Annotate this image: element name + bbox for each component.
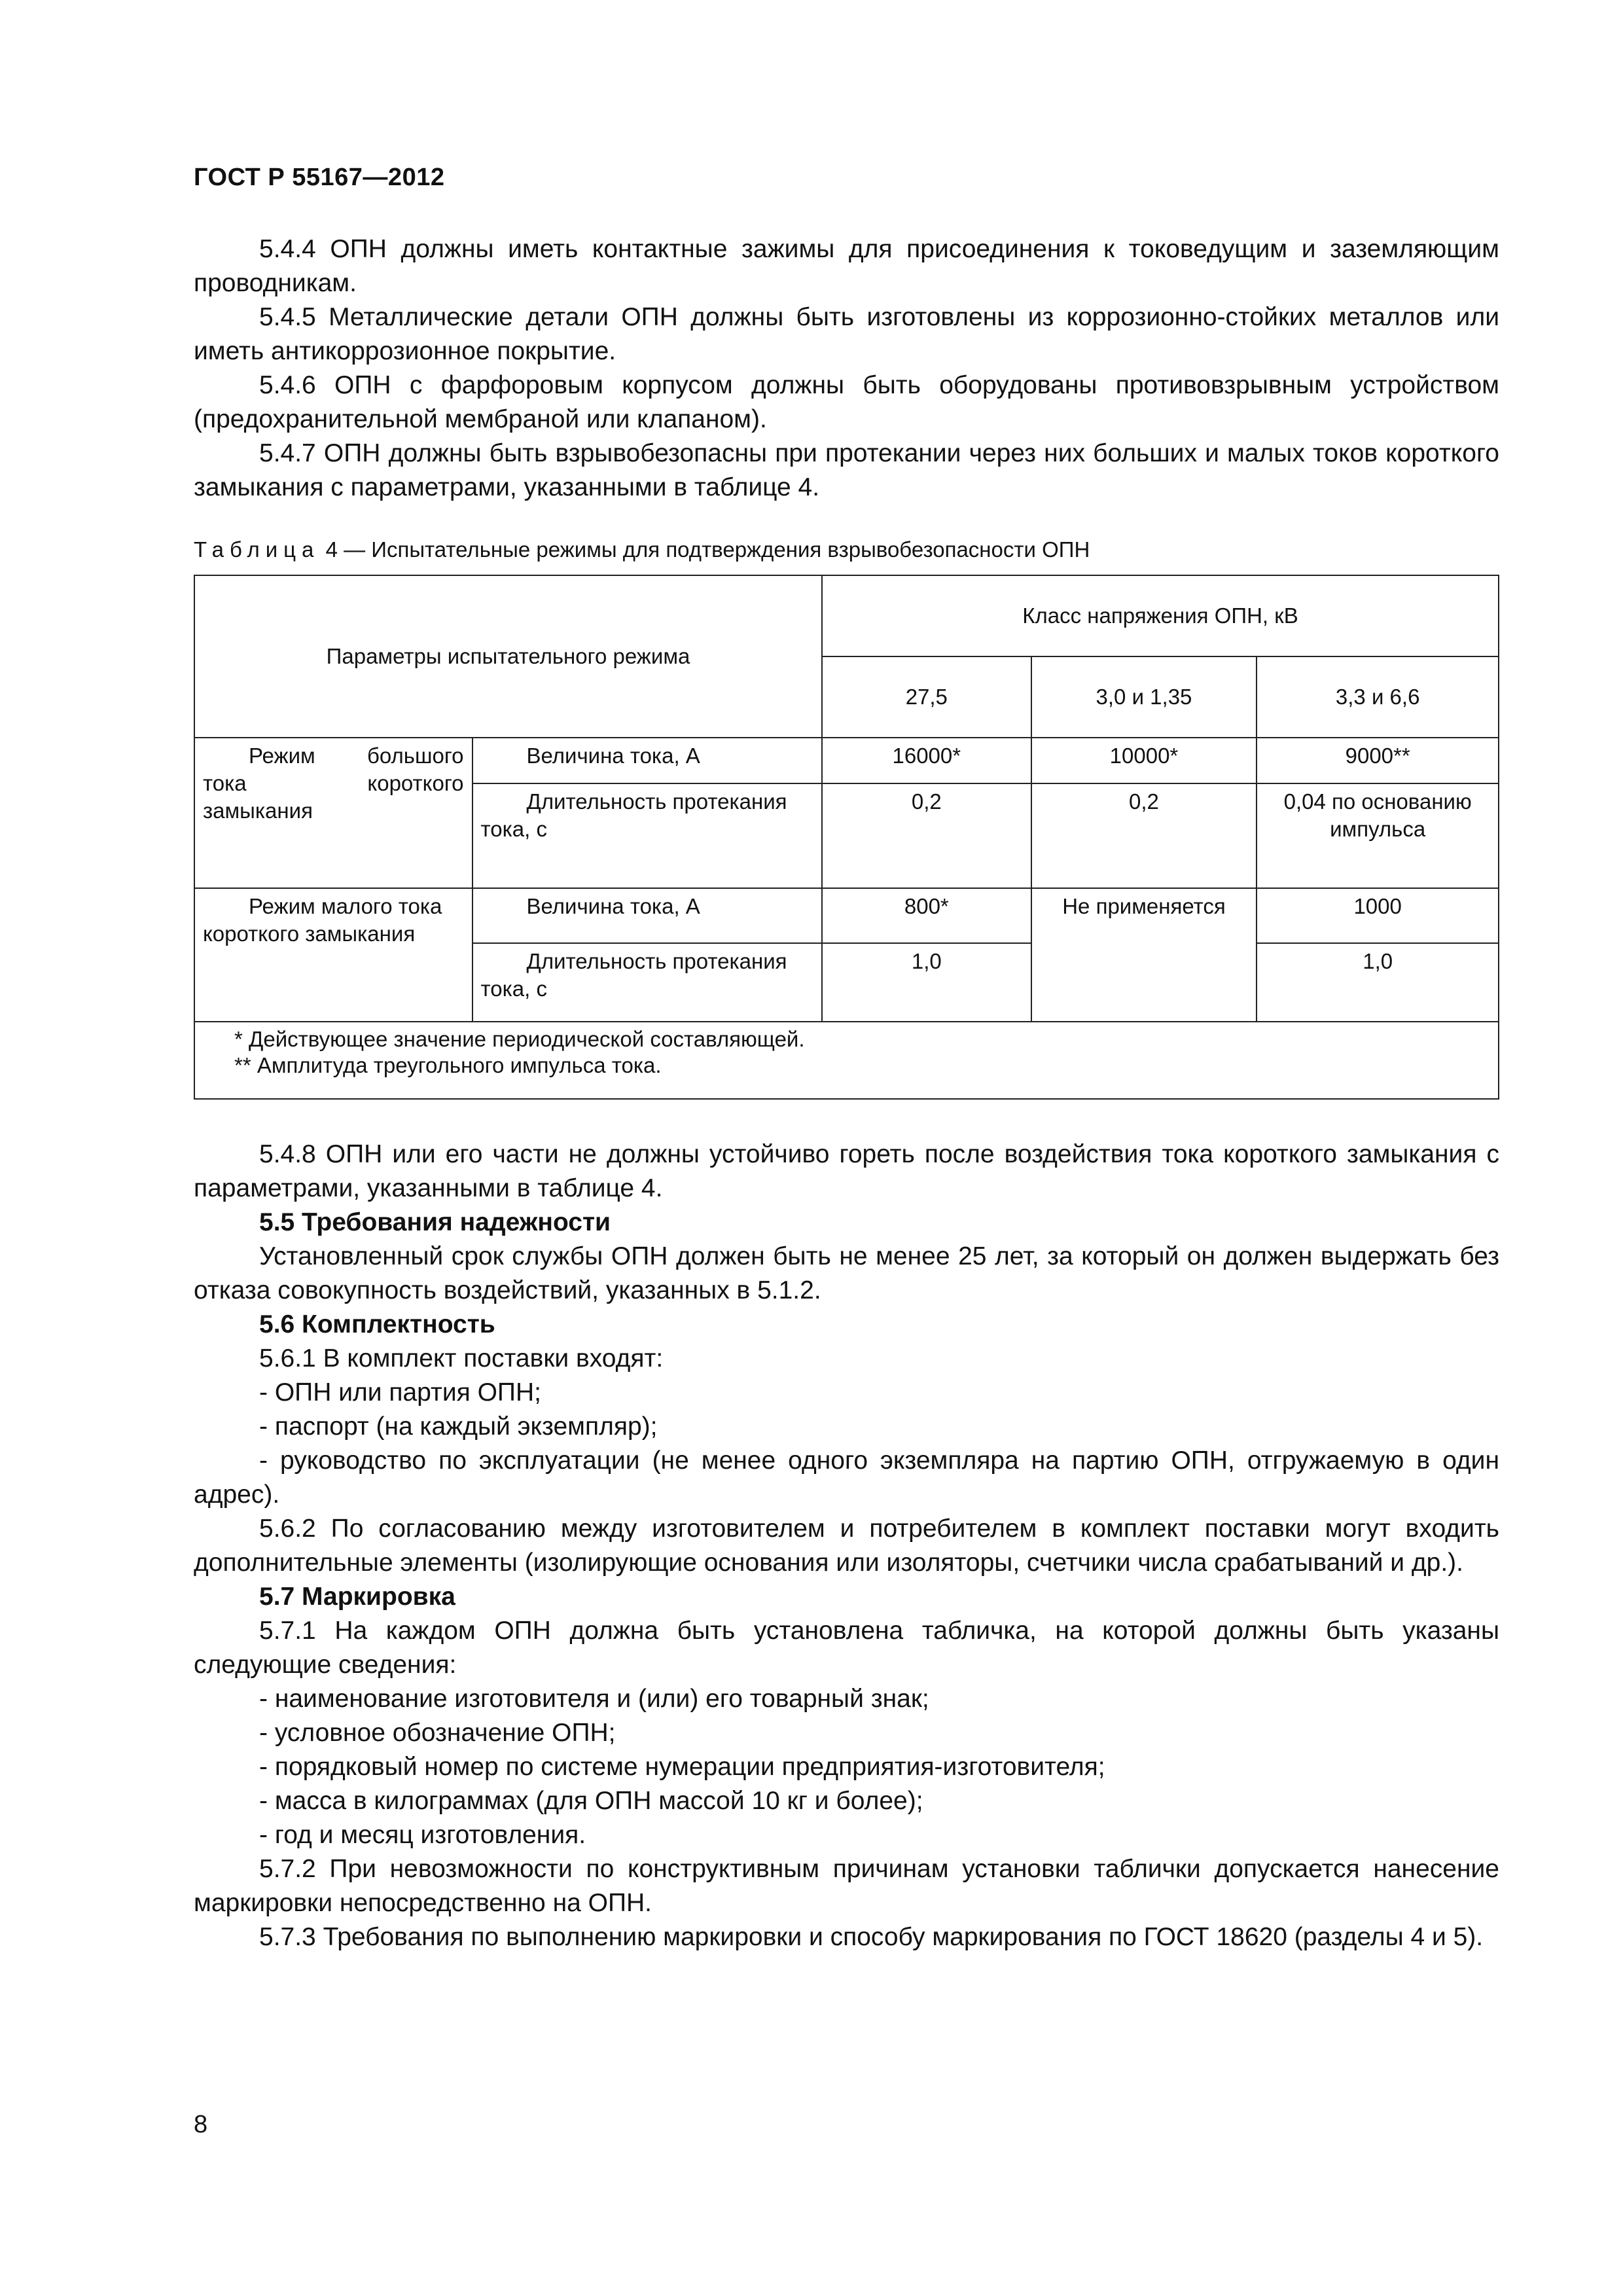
table-cell: 10000* [1031,738,1257,783]
list-item: - масса в килограммах (для ОПН массой 10 кг и более); [259,1787,923,1815]
paragraph-5-4-7: 5.4.7 ОПН должны быть взрывобезопасны при протекании через них больших и малых токов короткого замыкания с параметрами, указанными в таблице 4. [194,439,1499,501]
paragraph-5-4-6: 5.4.6 ОПН с фарфоровым корпусом должны быть оборудованы противовзрывным устройством (предохранительной мембраной или клапаном). [194,371,1499,433]
heading-5-7: 5.7 Маркировка [259,1583,455,1611]
document-id: ГОСТ Р 55167—2012 [194,164,445,191]
table-cell: 800* [822,888,1031,943]
list-item: - год и месяц изготовления. [259,1821,586,1849]
row-large-current-param-duration: Длительность протекания тока, с [473,783,823,888]
header-voltage-3: 3,3 и 6,6 [1257,656,1499,738]
row-small-current-mode: Режим малого тока короткого замыкания [194,888,473,1022]
row-small-current-param-duration: Длительность протекания тока, с [473,943,823,1022]
list-item: - порядковый номер по системе нумерации предприятия-изготовителя; [259,1753,1105,1781]
heading-5-6: 5.6 Комплектность [259,1310,495,1338]
header-parameters: Параметры испытательного режима [194,575,822,738]
paragraph-5-4-8: 5.4.8 ОПН или его части не должны устойчиво гореть после воздействия тока короткого замыкания с параметрами, указанными в таблице 4. [194,1140,1499,1202]
row-large-current-param-current: Величина тока, А [473,738,823,783]
table-cell: 0,04 по основанию импульса [1257,783,1499,888]
list-item: - наименование изготовителя и (или) его товарный знак; [259,1685,929,1713]
section-before-table [194,232,1499,505]
table-note-2: ** Амплитуда треугольного импульса тока. [234,1053,662,1077]
table-cell: 16000* [822,738,1031,783]
table-cell-not-applicable: Не применяется [1031,888,1257,1022]
table-cell: 1000 [1257,888,1499,943]
row-small-current-param-current: Величина тока, А [473,888,823,943]
table-caption-label: Таблица [194,537,320,562]
list-item: - паспорт (на каждый экземпляр); [259,1412,658,1441]
row-large-current-mode: Режим большого тока короткого замыкания [194,738,473,888]
paragraph-5-4-4: 5.4.4 ОПН должны иметь контактные зажимы для присоединения к токоведущим и заземляющим проводникам. [194,235,1499,297]
test-modes-table [194,575,1499,1100]
page-number: 8 [194,2111,208,2138]
table-cell: 1,0 [822,943,1031,1022]
table-cell: 9000** [1257,738,1499,783]
table-cell: 0,2 [1031,783,1257,888]
paragraph-5-6-1: 5.6.1 В комплект поставки входят: [259,1344,664,1372]
table-note-1: * Действующее значение периодической составляющей. [234,1027,805,1051]
header-voltage-class: Класс напряжения ОПН, кВ [822,575,1499,656]
table-caption [194,537,1090,563]
table-cell: 1,0 [1257,943,1499,1022]
paragraph-5-7-3: 5.7.3 Требования по выполнению маркировки и способу маркирования по ГОСТ 18620 (разделы 4 и 5). [259,1923,1484,1951]
section-after-table [194,1138,1499,1954]
paragraph-5-7-1: 5.7.1 На каждом ОПН должна быть установлена табличка, на которой должны быть указаны следующие сведения: [194,1617,1499,1679]
table-cell: 0,2 [822,783,1031,888]
header-voltage-2: 3,0 и 1,35 [1031,656,1257,738]
paragraph-5-5: Установленный срок службы ОПН должен быть не менее 25 лет, за который он должен выдержать без отказа совокупность воздействий, указанных в 5.1.2. [194,1242,1499,1304]
header-voltage-1: 27,5 [822,656,1031,738]
table-notes [194,1022,1499,1099]
paragraph-5-4-5: 5.4.5 Металлические детали ОПН должны быть изготовлены из коррозионно-стойких металлов или иметь антикоррозионное покрытие. [194,303,1499,365]
list-item: - ОПН или партия ОПН; [259,1378,541,1407]
list-item: - руководство по эксплуатации (не менее одного экземпляра на партию ОПН, отгружаемую в один адрес). [194,1446,1499,1509]
heading-5-5: 5.5 Требования надежности [259,1208,611,1236]
paragraph-5-6-2: 5.6.2 По согласованию между изготовителем и потребителем в комплект поставки могут входить дополнительные элементы (изолирующие основания или изоляторы, счетчики числа срабатываний и др.). [194,1515,1499,1577]
table-caption-text: 4 — Испытательные режимы для подтверждения взрывобезопасности ОПН [325,537,1090,562]
paragraph-5-7-2: 5.7.2 При невозможности по конструктивным причинам установки таблички допускается нанесение маркировки непосредственно на ОПН. [194,1855,1499,1917]
list-item: - условное обозначение ОПН; [259,1719,616,1747]
